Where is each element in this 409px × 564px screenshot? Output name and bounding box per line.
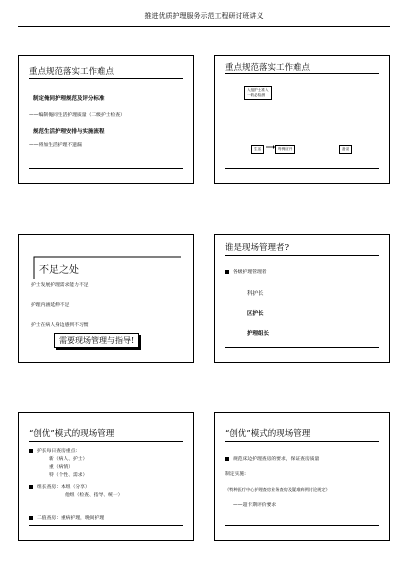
slide-title: 不足之处 xyxy=(39,265,79,276)
bullet-text: 护长每日查房重点: xyxy=(37,449,77,454)
page-header xyxy=(18,10,390,27)
text-line: ——编制俺同生活护理质量（二级护士检查） xyxy=(29,113,125,118)
footer-divider xyxy=(225,168,379,169)
text-line: 规范生活护理安排与实施流程 xyxy=(33,129,105,135)
title-bracket xyxy=(33,255,183,280)
slide-3 xyxy=(18,234,194,363)
footer-divider xyxy=(29,525,183,526)
text-line: 制定俺同护理规范及评分标准 xyxy=(33,96,105,102)
slide-6 xyxy=(214,412,390,541)
slide-5 xyxy=(18,412,194,541)
title-divider xyxy=(225,441,379,442)
text-line: 科护长 xyxy=(247,291,264,297)
text-line: 制定实施: xyxy=(225,472,246,477)
text-line: 《特种医疗中心护理查房业务查房及疑难病例讨论规定》 xyxy=(225,487,330,492)
text-line: ——超卡期评价要求 xyxy=(233,503,277,508)
slide-title: 谁是现场管理者? xyxy=(225,243,290,253)
slide-title: 重点规范落实工作难点 xyxy=(225,63,311,73)
bullet-icon xyxy=(225,457,229,461)
bullet-text: 二值查房：重病护理，晚间护理 xyxy=(37,516,105,521)
bullet-icon xyxy=(29,516,33,520)
callout-box: 需要现场管理与指导! xyxy=(54,333,139,348)
text-line: 区护长 xyxy=(247,311,264,317)
bullet-text: 规范床边护理查房的要求，保证查房质量 xyxy=(233,457,320,462)
text-line: 特（个性、需求） xyxy=(49,473,88,478)
flow-box: 每例应开 xyxy=(275,145,295,154)
footer-divider xyxy=(29,168,183,169)
text-line: 护理组长 xyxy=(247,331,270,337)
arrow-icon xyxy=(265,144,275,150)
text-line: 他组（检查、指导、统一） xyxy=(65,493,123,498)
bullet-icon xyxy=(225,270,229,274)
text-line: 护士发展护理需求能力不足 xyxy=(31,283,89,288)
flow-box xyxy=(244,86,272,100)
text-line: 重（病情） xyxy=(49,465,73,470)
text-line: 护理内涵延伸不足 xyxy=(31,303,70,308)
bullet-icon xyxy=(29,485,33,489)
bullet-icon xyxy=(29,449,33,453)
footer-divider xyxy=(225,347,379,348)
footer-divider xyxy=(225,525,379,526)
flow-box: 备录 xyxy=(339,145,352,154)
flow-box-line: 入组护士准入 xyxy=(247,88,269,92)
slide-4 xyxy=(214,234,390,363)
flow-box-line: 一收必检测 xyxy=(247,93,265,97)
slide-title: “创优”模式的现场管理 xyxy=(225,429,311,439)
title-divider xyxy=(225,255,379,256)
flow-box: 生活 xyxy=(251,145,264,154)
title-divider xyxy=(29,78,183,79)
header-title: 推进优质护理服务示范工程研讨班讲义 xyxy=(144,12,264,20)
title-divider xyxy=(29,441,183,442)
bullet-text: 组长查房：本组（分享） xyxy=(37,485,90,490)
slide-title: 重点规范落实工作难点 xyxy=(29,67,115,77)
text-line: ——将加生活护理不遗漏 xyxy=(29,143,82,148)
slide-2 xyxy=(214,55,390,184)
text-line: 护士在病人身边感到不习惯 xyxy=(31,323,89,328)
slide-1 xyxy=(18,55,194,184)
bullet-text: 各级护理管理者 xyxy=(233,270,267,275)
title-divider xyxy=(225,73,379,74)
text-line: 新（病人、护士） xyxy=(49,457,88,462)
slide-title: “创优”模式的现场管理 xyxy=(29,429,115,439)
